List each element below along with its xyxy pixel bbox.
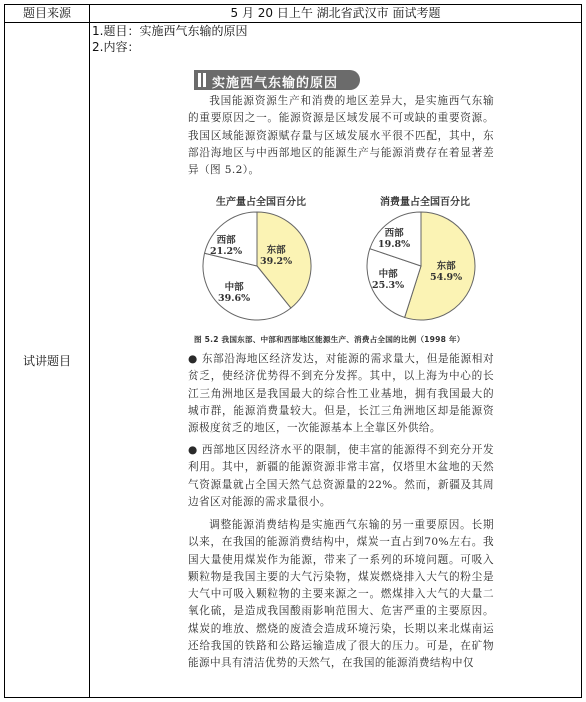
paragraph-2: ● 东部沿海地区经济发达，对能源的需求量大，但是能源相对贫乏，使经济优势得不到充分发挥。其中，以上海为中心的长江三角洲地区是我国最大的综合性工业基地，拥有我国最大的城市群，能源消费量较大。但是，长江三角洲地区却是能源资源极度贫乏的地区，一次能源基本上全靠区外供给。 bbox=[188, 353, 494, 435]
pie-right-label-central: 中部 25.3% bbox=[372, 269, 405, 291]
title-bars-icon bbox=[198, 73, 206, 87]
pie-chart-production bbox=[200, 209, 314, 323]
pie-right-label-west: 西部 19.8% bbox=[378, 228, 411, 250]
content-line: 2.内容： bbox=[92, 40, 140, 54]
figure-caption: 图 5.2 我国东部、中部和西部地区能源生产、消费占全国的比例（1998 年） bbox=[194, 335, 465, 344]
textbook-page-image bbox=[188, 62, 496, 694]
pie-right-title: 消费量占全国百分比 bbox=[380, 197, 470, 208]
section-title-banner bbox=[194, 70, 360, 90]
pie-left-title: 生产量占全国百分比 bbox=[216, 197, 306, 208]
pie-left-label-west: 西部 21.2% bbox=[210, 235, 243, 257]
source-value-cell: 5 月 20 日上午 湖北省武汉市 面试考题 bbox=[90, 5, 582, 23]
paragraph-3: ● 西部地区因经济水平的限制，使丰富的能源得不到充分开发利用。其中，新疆的能源资源非常丰富，仅塔里木盆地的天然气资源量就占全国天然气总资源量的22%。然而，新疆及其周边省区对能源的需求量很小。 bbox=[188, 444, 494, 508]
paragraph-4: 调整能源消费结构是实施西气东输的另一重要原因。长期以来，在我国的能源消费结构中，煤炭一直占到70%左右。我国大量使用煤炭作为能源，带来了一系列的环境问题。可吸入颗粒物是我国主要的大气污染物，煤炭燃烧排入大气的粉尘是大气中可吸入颗粒物的主要来源之一。燃煤排入大气的大量二氧化硫，是造成我国酸雨影响范围大、危害严重的主要原因。煤炭的堆放、燃烧的废渣会造成环境污染，长期以来北煤南运还给我国的铁路和公路运输造成了很大的压力。可是，在矿物能源中具有清洁优势的天然气，在我国的能源消费结构中仅 bbox=[188, 519, 494, 670]
pie-right-label-east: 东部 54.9% bbox=[430, 261, 463, 283]
row-label-cell: 试讲题目 bbox=[5, 23, 90, 698]
topic-line: 1.题目：实施西气东输的原因 bbox=[92, 24, 248, 38]
section-title: 实施西气东输的原因 bbox=[212, 76, 339, 91]
pie-left-label-east: 东部 39.2% bbox=[260, 245, 293, 267]
pie-left-label-central: 中部 39.6% bbox=[218, 282, 251, 304]
source-label-cell: 题目来源 bbox=[5, 5, 90, 23]
paragraph-1: 我国能源资源生产和消费的地区差异大，是实施西气东输的重要原因之一。能源资源是区域发展不可或缺的重要资源。我国区域能源资源赋存量与区域发展水平很不匹配，其中，东部沿海地区与中西部地区的能源生产与能源消费存在着显著差异（图 5.2）。 bbox=[188, 95, 494, 177]
